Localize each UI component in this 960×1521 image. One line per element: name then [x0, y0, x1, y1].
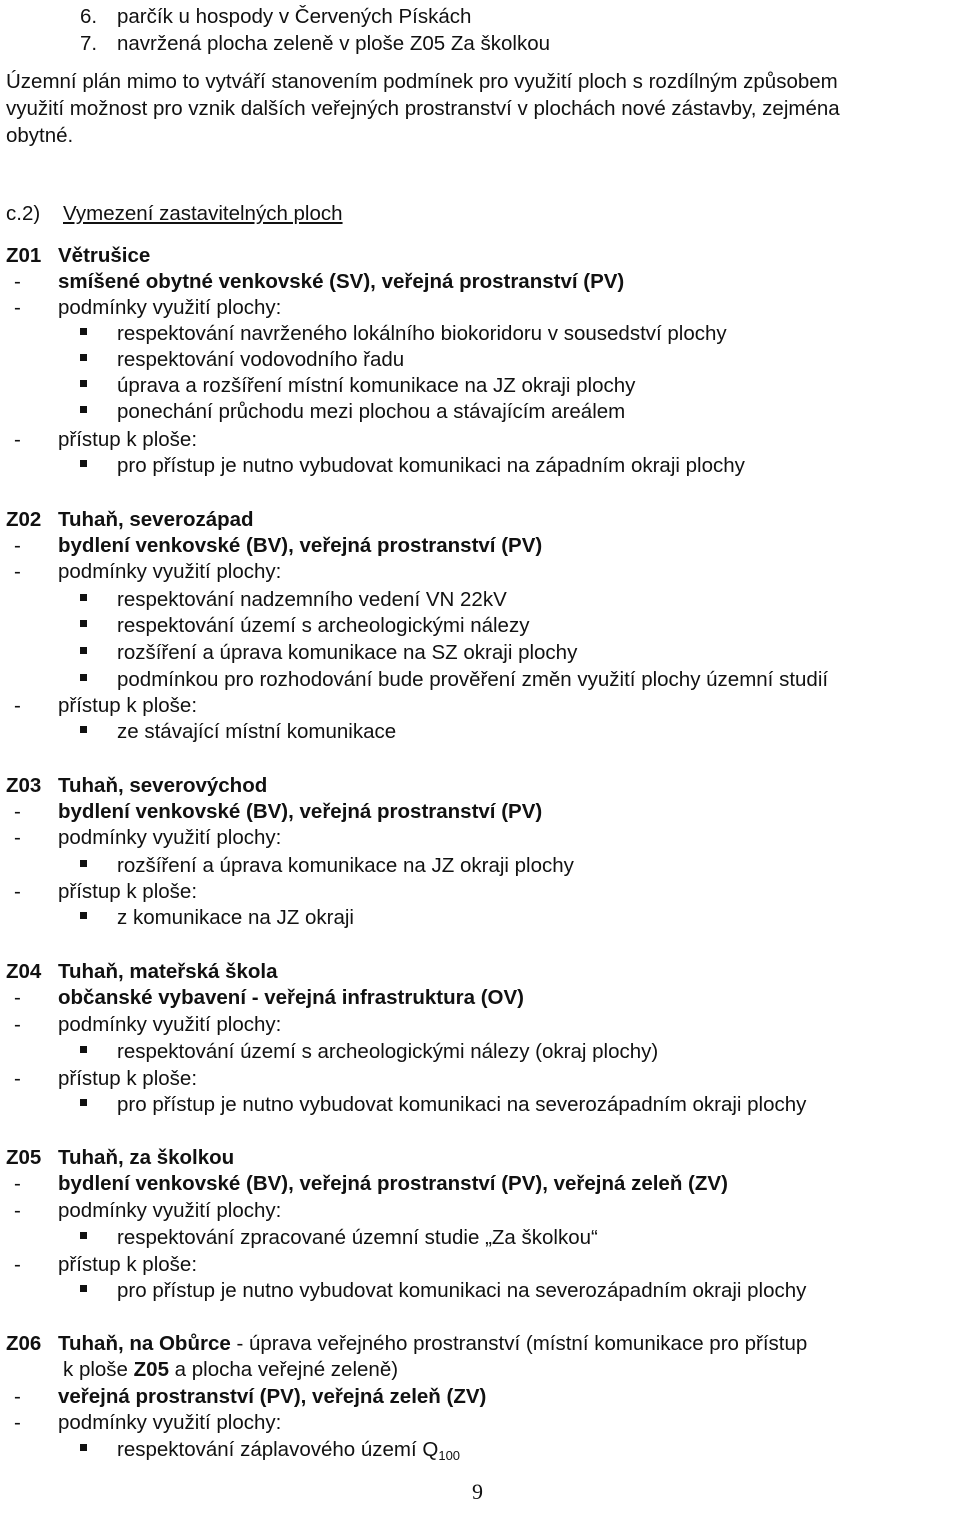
area-use: bydlení venkovské (BV), veřejná prostranství (PV)	[58, 800, 543, 823]
bullet-icon	[80, 726, 87, 733]
condition-item: respektování navrženého lokálního biokoridoru v sousedství plochy	[117, 322, 727, 345]
access-label: přístup k ploše:	[58, 428, 198, 451]
access-item: pro přístup je nutno vybudovat komunikaci na severozápadním okraji plochy	[117, 1093, 807, 1116]
area-code: Z01	[6, 244, 42, 267]
condition-item: respektování nadzemního vedení VN 22kV	[117, 588, 507, 611]
condition-item: respektování vodovodního řadu	[117, 348, 405, 371]
area-use: občanské vybavení - veřejná infrastruktura (OV)	[58, 986, 524, 1009]
list-item: parčík u hospody v Červených Pískách	[117, 5, 472, 28]
bullet-icon	[80, 406, 87, 413]
dash: -	[14, 270, 21, 293]
area-name: Tuhaň, severozápad	[58, 508, 254, 531]
area-description: - úprava veřejného prostranství (místní komunikace pro přístup	[230, 1332, 808, 1355]
area-use: smíšené obytné venkovské (SV), veřejná prostranství (PV)	[58, 270, 625, 293]
area-description-text: k ploše	[63, 1358, 134, 1381]
section-number: c.2)	[6, 202, 41, 225]
area-description-text: a plocha veřejné zeleně)	[168, 1358, 399, 1381]
area-use: bydlení venkovské (BV), veřejná prostranství (PV)	[58, 534, 543, 557]
dash: -	[14, 1199, 21, 1222]
dash: -	[14, 1385, 21, 1408]
list-number: 7.	[80, 32, 98, 55]
bullet-icon	[80, 620, 87, 627]
condition-text: respektování záplavového území Q	[117, 1438, 439, 1461]
page-number: 9	[472, 1479, 483, 1504]
condition-item	[117, 1438, 460, 1468]
area-name: Tuhaň, na Obůrce	[58, 1332, 231, 1355]
area-name: Větrušice	[58, 244, 151, 267]
dash: -	[14, 560, 21, 583]
paragraph-line: obytné.	[6, 124, 74, 147]
dash: -	[14, 428, 21, 451]
dash: -	[14, 534, 21, 557]
area-code: Z06	[6, 1332, 42, 1355]
condition-item: rozšíření a úprava komunikace na SZ okraji plochy	[117, 641, 578, 664]
dash: -	[14, 1013, 21, 1036]
conditions-label: podmínky využití plochy:	[58, 826, 282, 849]
dash: -	[14, 694, 21, 717]
area-name: Tuhaň, mateřská škola	[58, 960, 278, 983]
conditions-label: podmínky využití plochy:	[58, 1013, 282, 1036]
dash: -	[14, 1067, 21, 1090]
access-label: přístup k ploše:	[58, 1253, 198, 1276]
conditions-label: podmínky využití plochy:	[58, 560, 282, 583]
dash: -	[14, 1411, 21, 1434]
condition-item: podmínkou pro rozhodování bude prověření změn využití plochy územní studií	[117, 668, 829, 691]
area-code: Z02	[6, 508, 42, 531]
access-label: přístup k ploše:	[58, 1067, 198, 1090]
bullet-icon	[80, 1232, 87, 1239]
area-reference: Z05	[133, 1358, 169, 1381]
area-use: bydlení venkovské (BV), veřejná prostranství (PV), veřejná zeleň (ZV)	[58, 1172, 728, 1195]
area-code: Z05	[6, 1146, 42, 1169]
bullet-icon	[80, 1046, 87, 1053]
subscript: 100	[438, 1448, 461, 1463]
access-label: přístup k ploše:	[58, 694, 198, 717]
condition-item: respektování zpracované územní studie „Za školkou“	[117, 1226, 598, 1249]
access-label: přístup k ploše:	[58, 880, 198, 903]
conditions-label: podmínky využití plochy:	[58, 1411, 282, 1434]
area-description-cont	[63, 1358, 398, 1382]
area-heading	[58, 1332, 807, 1356]
condition-item: respektování území s archeologickými nálezy (okraj plochy)	[117, 1040, 659, 1063]
access-item: pro přístup je nutno vybudovat komunikaci na západním okraji plochy	[117, 454, 745, 477]
conditions-label: podmínky využití plochy:	[58, 1199, 282, 1222]
area-use: veřejná prostranství (PV), veřejná zeleň (ZV)	[58, 1385, 487, 1408]
list-item: navržená plocha zeleně v ploše Z05 Za školkou	[117, 32, 551, 55]
access-item: ze stávající místní komunikace	[117, 720, 397, 743]
bullet-icon	[80, 328, 87, 335]
condition-item: ponechání průchodu mezi plochou a stávajícím areálem	[117, 400, 626, 423]
access-item: z komunikace na JZ okraji	[117, 906, 354, 929]
dash: -	[14, 1172, 21, 1195]
conditions-label: podmínky využití plochy:	[58, 296, 282, 319]
bullet-icon	[80, 674, 87, 681]
bullet-icon	[80, 1099, 87, 1106]
bullet-icon	[80, 1285, 87, 1292]
bullet-icon	[80, 460, 87, 467]
bullet-icon	[80, 594, 87, 601]
condition-item: úprava a rozšíření místní komunikace na JZ okraji plochy	[117, 374, 636, 397]
dash: -	[14, 880, 21, 903]
area-code: Z03	[6, 774, 42, 797]
dash: -	[14, 800, 21, 823]
bullet-icon	[80, 860, 87, 867]
dash: -	[14, 1253, 21, 1276]
bullet-icon	[80, 647, 87, 654]
dash: -	[14, 296, 21, 319]
condition-item: respektování území s archeologickými nálezy	[117, 614, 530, 637]
bullet-icon	[80, 1444, 87, 1451]
dash: -	[14, 986, 21, 1009]
section-title: Vymezení zastavitelných ploch	[63, 202, 343, 225]
bullet-icon	[80, 912, 87, 919]
list-number: 6.	[80, 5, 98, 28]
paragraph-line: využití možnost pro vznik dalších veřejných prostranství v plochách nové zástavby, zejména	[6, 97, 840, 120]
area-name: Tuhaň, severovýchod	[58, 774, 268, 797]
bullet-icon	[80, 380, 87, 387]
paragraph-line: Územní plán mimo to vytváří stanovením podmínek pro využití ploch s rozdílným způsobem	[6, 70, 838, 93]
bullet-icon	[80, 354, 87, 361]
access-item: pro přístup je nutno vybudovat komunikaci na severozápadním okraji plochy	[117, 1279, 807, 1302]
area-name: Tuhaň, za školkou	[58, 1146, 235, 1169]
dash: -	[14, 826, 21, 849]
condition-item: rozšíření a úprava komunikace na JZ okraji plochy	[117, 854, 574, 877]
area-code: Z04	[6, 960, 42, 983]
